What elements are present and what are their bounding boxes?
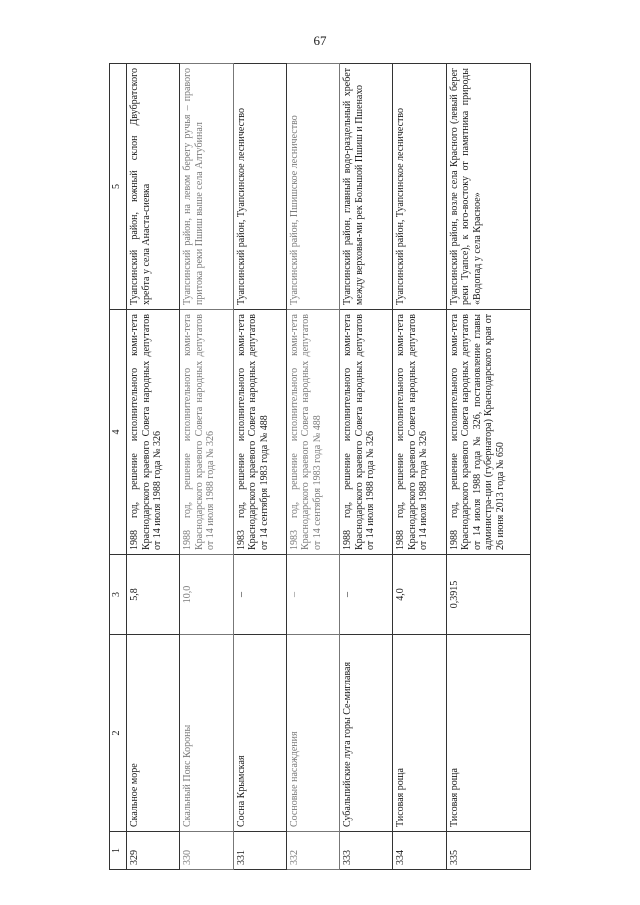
monument-name: Скальное море <box>127 635 180 832</box>
table-row <box>180 64 233 870</box>
decision-text: 1988 год, решение исполнительного коми-тета Краснодарского краевого Совета народных депутатов от 14 июля 1988 года № 326 <box>180 310 233 555</box>
location-text: Туапсинский район, Пшишское лесничество <box>286 64 339 310</box>
row-number: 332 <box>286 832 339 870</box>
table-header-row <box>110 64 127 870</box>
row-number: 334 <box>393 832 446 870</box>
column-header: 2 <box>110 635 127 832</box>
decision-text: 1988 год, решение исполнительного коми-тета Краснодарского краевого Совета народных депутатов от 14 июля 1988 года № 326 <box>127 310 180 555</box>
decision-text: 1988 год, решение исполнительного коми-тета Краснодарского краевого Совета народных депутатов от 14 июля 1988 года № 326 <box>393 310 446 555</box>
area-value: 4,0 <box>393 555 446 635</box>
monument-name: Сосна Крымская <box>233 635 286 832</box>
monument-name: Тисовая роща <box>446 635 530 832</box>
decision-text: 1983 год, решение исполнительного коми-тета Краснодарского краевого Совета народных депутатов от 14 сентября 1983 года № 488 <box>233 310 286 555</box>
location-text: Туапсинский район, возле села Красного (левый берег реки Туапсе), к юго-востоку от памятника природы «Водопад у села Красное» <box>446 64 530 310</box>
area-value: – <box>286 555 339 635</box>
monument-name: Скальный Пояс Короны <box>180 635 233 832</box>
page-number: 67 <box>313 33 327 48</box>
table-row <box>446 64 530 870</box>
table-row <box>127 64 180 870</box>
table-row <box>393 64 446 870</box>
location-text: Туапсинский район, Туапсинское лесничество <box>393 64 446 310</box>
row-number: 331 <box>233 832 286 870</box>
row-number: 333 <box>340 832 393 870</box>
decision-text: 1983 год, решение исполнительного коми-тета Краснодарского краевого Совета народных депутатов от 14 сентября 1983 года № 488 <box>286 310 339 555</box>
column-header: 1 <box>110 832 127 870</box>
location-text: Туапсинский район, на левом берегу ручья – правого притока реки Пшиш выше села Алтубинал <box>180 64 233 310</box>
area-value: – <box>340 555 393 635</box>
table-row <box>340 64 393 870</box>
location-text: Туапсинский район, Туапсинское лесничество <box>233 64 286 310</box>
row-number: 335 <box>446 832 530 870</box>
monuments-table <box>109 63 531 870</box>
decision-text: 1988 год, решение исполнительного коми-тета Краснодарского краевого Совета народных депутатов от 14 июля 1988 года № 326, постановление главы администра-ции (губернатора) Краснодарского края от 26 июня 2013 года № 650 <box>446 310 530 555</box>
row-number: 329 <box>127 832 180 870</box>
column-header: 5 <box>110 64 127 310</box>
monument-name: Субальпийские луга горы Се-миглавая <box>340 635 393 832</box>
area-value: – <box>233 555 286 635</box>
location-text: Туапсинский район, южный склон Двубратского хребта у села Анаста-сиевка <box>127 64 180 310</box>
decision-text: 1988 год, решение исполнительного коми-тета Краснодарского краевого Совета народных депутатов от 14 июля 1988 года № 326 <box>340 310 393 555</box>
location-text: Туапсинский район, главный водо-раздельный хребет между верховья-ми рек Большой Пшиш и Пшенахо <box>340 64 393 310</box>
monument-name: Сосновые насаждения <box>286 635 339 832</box>
area-value: 0,3915 <box>446 555 530 635</box>
column-header: 3 <box>110 555 127 635</box>
row-number: 330 <box>180 832 233 870</box>
rotated-table-container <box>109 64 531 870</box>
area-value: 5,8 <box>127 555 180 635</box>
column-header: 4 <box>110 310 127 555</box>
table-row <box>286 64 339 870</box>
monument-name: Тисовая роща <box>393 635 446 832</box>
area-value: 10,0 <box>180 555 233 635</box>
table-row <box>233 64 286 870</box>
